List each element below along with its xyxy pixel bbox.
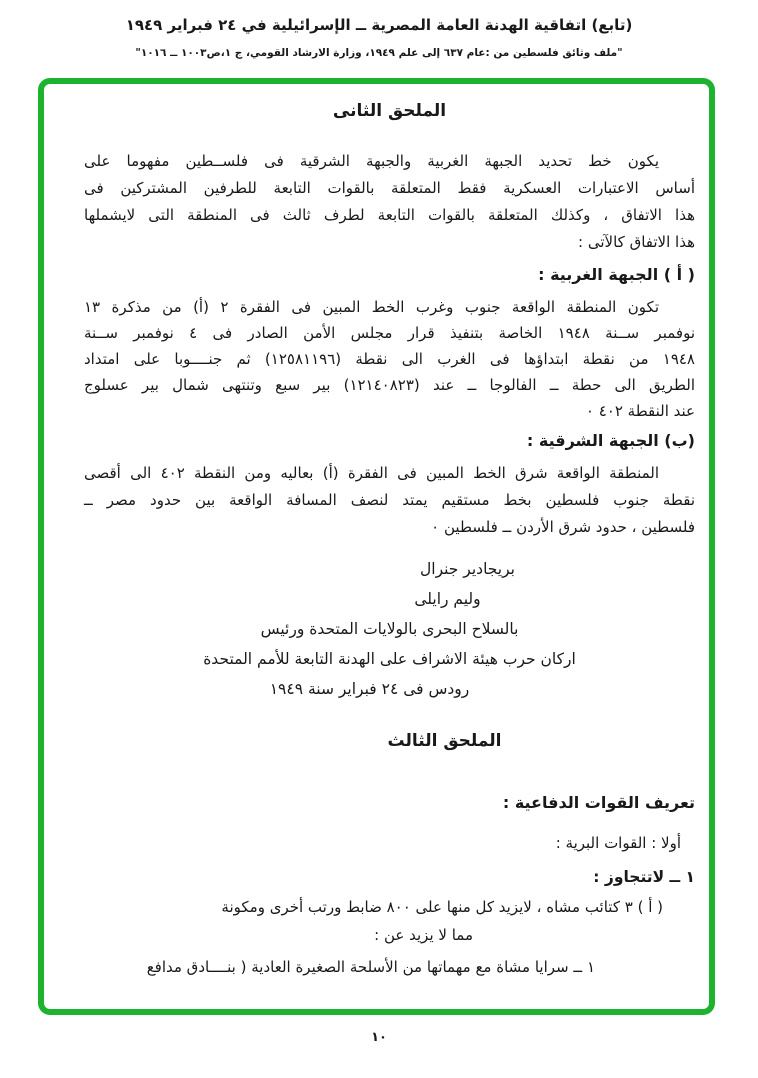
- item-1a-continuation-text: مما لا يزيد عن :: [374, 926, 473, 944]
- western-front-paragraph: [84, 294, 695, 424]
- text-line: تكون المنطقة الواقعة جنوب وغرب الخط المبين فى الفقرة ٢ (أ) من مذكرة ١٣: [84, 298, 659, 316]
- item-1a-battalions-text: ( أ ) ٣ كتائب مشاه ، لايزيد كل منها على ٨٠٠ ضابط ورتب أخرى ومكونة: [221, 898, 663, 916]
- text-line: عند النقطة ٤٠٢ ٠: [585, 402, 695, 420]
- text-line: هذا الاتفاق كالآتى :: [578, 233, 695, 251]
- page-number: ١٠: [371, 1030, 387, 1045]
- eastern-front-paragraph: [84, 460, 695, 541]
- text-line: المنطقة الواقعة شرق الخط المبين فى الفقرة (أ) بعاليه ومن النقطة ٤٠٢ الى أقصى: [84, 464, 659, 482]
- text-line: فلسطين ، حدود شرق الأردن ــ فلسطين ٠: [431, 518, 695, 536]
- document-content: [44, 84, 709, 1009]
- text-line: أساس الاعتبارات العسكرية فقط المتعلقة بالقوات التابعة للطرفين المشتركين فى: [84, 179, 695, 197]
- signature-block: [84, 554, 695, 704]
- text-line: ١٩٤٨ من نقطة ابتداؤها فى الغرب الى نقطة (١٢٥٨١١٩٦) ثم جنــــوبا على امتداد: [84, 350, 695, 368]
- text-line: بريجادير جنرال: [420, 560, 515, 578]
- source-citation: "ملف وثائق فلسطين من :عام ٦٣٧ إلى علم ١٩٤٩، وزارة الارشاد القومي، ج ١،ص١٠٠٣ ــ ١٠١٦": [135, 47, 623, 59]
- text-line: رودس فى ٢٤ فبراير سنة ١٩٤٩: [269, 680, 470, 698]
- text-line: اركان حرب هيئة الاشراف على الهدنة التابعة للأمم المتحدة: [203, 650, 576, 668]
- western-front-heading: ( أ ) الجبهة الغربية :: [538, 265, 695, 284]
- annex2-intro-paragraph: [84, 148, 695, 256]
- text-line: نقطة جنوب فلسطين بخط مستقيم يمتد لنصف المسافة الواقعة بين حدود مصر ــ: [84, 491, 695, 509]
- ground-forces-heading: أولا : القوات البرية :: [555, 834, 681, 852]
- text-line: وليم رايلى: [414, 590, 481, 608]
- annex2-title: الملحق الثانى: [332, 101, 447, 121]
- item-1a-sub1-infantry-companies: ١ ــ سرايا مشاة مع مهماتها من الأسلحة الصغيرة العادية ( بنــــادق مدافع: [146, 958, 595, 976]
- eastern-front-heading: (ب) الجبهة الشرقية :: [526, 431, 695, 450]
- annex3-title: الملحق الثالث: [387, 731, 502, 751]
- document-header-title: (تابع) اتفاقية الهدنة العامة المصرية ــ الإسرائيلية في ٢٤ فبراير ١٩٤٩: [125, 16, 633, 34]
- defensive-forces-definition-heading: تعريف القوات الدفاعية :: [502, 793, 695, 812]
- green-border-frame: [38, 78, 715, 1015]
- item-1-not-exceed-heading: ١ ــ لاتتجاوز :: [593, 868, 695, 886]
- text-line: بالسلاح البحرى بالولايات المتحدة ورئيس: [260, 620, 519, 638]
- text-line: يكون خط تحديد الجبهة الغربية والجبهة الشرقية فى فلســطين مفهوما على: [84, 152, 659, 170]
- text-line: هذا الاتفاق ، وكذلك المتعلقة بالقوات التابعة لطرف ثالث فى المنطقة التى لايشملها: [84, 206, 695, 224]
- text-line: الطريق الى حطة ــ الفالوجا ــ عند (١٢١٤٠٨٢٣) بير سبع وتنتهى شمال بير عسلوج: [84, 376, 696, 394]
- text-line: نوفمبر ســنة ١٩٤٨ الخاصة بتنفيذ قرار مجلس الأمن الصادر فى ٤ نوفمبر ســنة: [84, 324, 695, 342]
